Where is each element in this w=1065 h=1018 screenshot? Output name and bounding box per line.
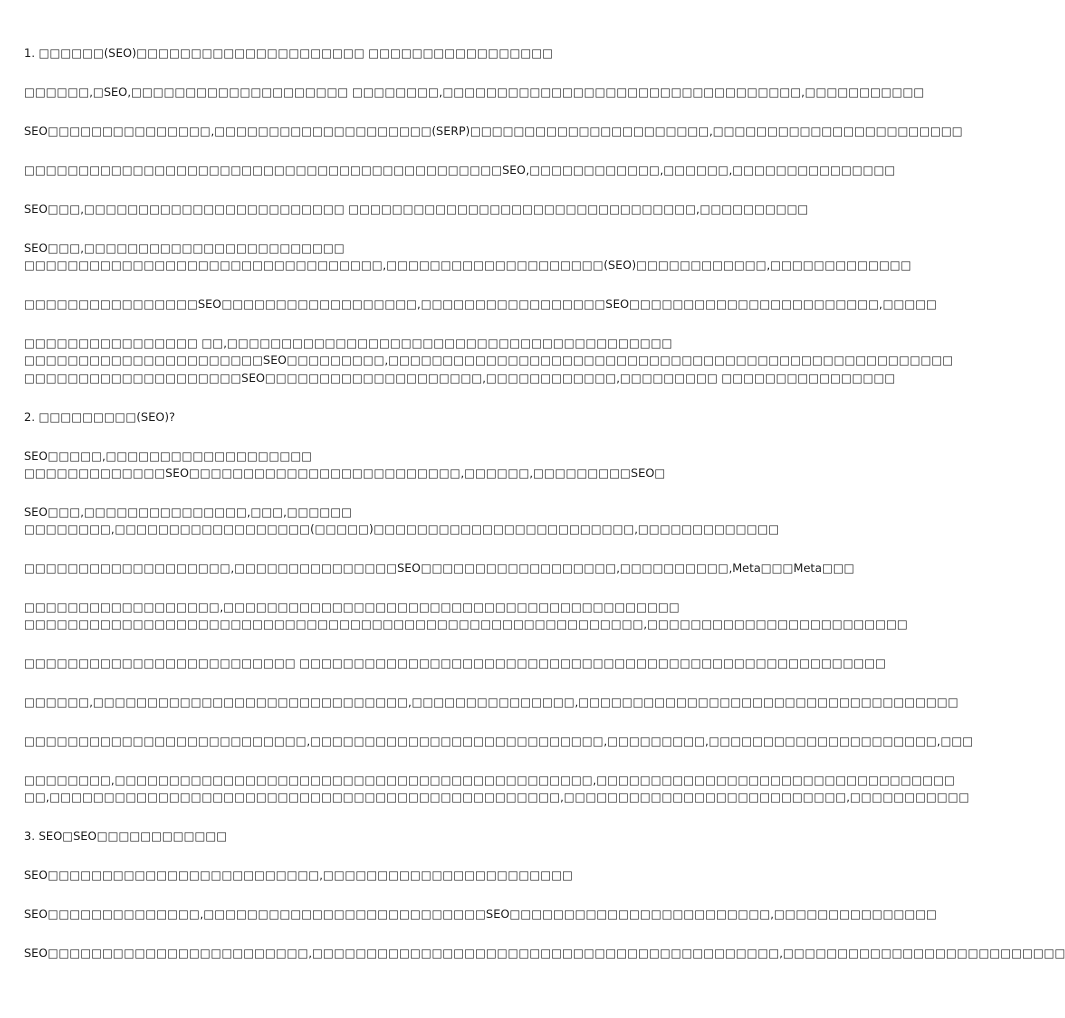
section-1-heading: 1. □□□□□□(SEO)□□□□□□□□□□□□□□□□□□□□□ □□□□□□□□□□□□□□□□□ bbox=[24, 46, 553, 60]
paragraph-line: SEO□□□□□,□□□□□□□□□□□□□□□□□□□ bbox=[24, 449, 313, 463]
paragraph-line: □□□□□□,□□□□□□□□□□□□□□□□□□□□□□□□□□□□□,□□□□□□□□□□□□□□□,□□□□□□□□□□□□□□□□□□□□□□□□□□□□□□□□□□□ bbox=[24, 695, 959, 709]
paragraph-line: □□□□□□□□□□□□□□□□□□□□□□□□□□,□□□□□□□□□□□□□□□□□□□□□□□□□□□,□□□□□□□□□,□□□□□□□□□□□□□□□□□□□□□,□□□ bbox=[24, 734, 974, 748]
section-3-heading: 3. SEO□SEO□□□□□□□□□□□□ bbox=[24, 829, 228, 843]
paragraph-line: □□□□□□□□□□□□□□□□ □□,□□□□□□□□□□□□□□□□□□□□□□□□□□□□□□□□□□□□□□□□□ bbox=[24, 336, 673, 350]
paragraph-line: □□□□□□□□□□□□□□□□□□□□□□□□□ □□□□□□□□□□□□□□□□□□□□□□□□□□□□□□□□□□□□□□□□□□□□□□□□□□□□□□ bbox=[24, 656, 887, 670]
paragraph-line: SEO□□□□□□□□□□□□□□□□□□□□□□□□□,□□□□□□□□□□□□□□□□□□□□□□□ bbox=[24, 868, 573, 882]
paragraph-line: □□□□□□□□□□□□□□□□□□□□□□□□□□□□□□□□□□□□□□□□□□□□□□□□□□□□□□□□□,□□□□□□□□□□□□□□□□□□□□□□□□ bbox=[24, 617, 908, 631]
paragraph-line: □□□□□□□□□□□□□□□□□□□,□□□□□□□□□□□□□□□SEO□□□□□□□□□□□□□□□□□□,□□□□□□□□□□,Meta□□□Meta□□□ bbox=[24, 561, 855, 575]
paragraph-line: SEO□□□,□□□□□□□□□□□□□□□,□□□,□□□□□□ bbox=[24, 505, 352, 519]
paragraph-line: □□□□□□□□□□□□□□□□SEO□□□□□□□□□□□□□□□□□□,□□□□□□□□□□□□□□□□□SEO□□□□□□□□□□□□□□□□□□□□□□□,□□□□□ bbox=[24, 297, 937, 311]
paragraph-line: SEO□□□□□□□□□□□□□□□□□□□□□□□□,□□□□□□□□□□□□□□□□□□□□□□□□□□□□□□□□□□□□□□□□□□□,□□□□□□□□□□□□□□□□□□□□□□□□□□ bbox=[24, 946, 1065, 960]
document-page bbox=[24, 0, 1065, 1018]
paragraph-line: □□□□□□□□□□□□□□□□□□□□□□□□□□□□□□□□□□□□□□□□□□□□SEO,□□□□□□□□□□□□,□□□□□□,□□□□□□□□□□□□□□□ bbox=[24, 163, 896, 177]
paragraph-line: □□□□□□□□□□□□□□□□□□□□□□SEO□□□□□□□□□,□□□□□□□□□□□□□□□□□□□□□□□□□□□□□□□□□□□□□□□□□□□□□□□□□□□□ bbox=[24, 353, 954, 367]
paragraph-line: SEO□□□,□□□□□□□□□□□□□□□□□□□□□□□□ □□□□□□□□□□□□□□□□□□□□□□□□□□□□□□□□,□□□□□□□□□□ bbox=[24, 202, 809, 216]
paragraph-line: SEO□□□□□□□□□□□□□□,□□□□□□□□□□□□□□□□□□□□□□□□□□SEO□□□□□□□□□□□□□□□□□□□□□□□□,□□□□□□□□□□□□□□□ bbox=[24, 907, 937, 921]
paragraph-line: □□□□□□□□,□□□□□□□□□□□□□□□□□□(□□□□□)□□□□□□□□□□□□□□□□□□□□□□□□,□□□□□□□□□□□□□ bbox=[24, 522, 780, 536]
paragraph-line: □□□□□□□□□□□□□□□□□□□□□□□□□□□□□□□□□,□□□□□□□□□□□□□□□□□□□□(SEO)□□□□□□□□□□□□,□□□□□□□□□□□□□ bbox=[24, 258, 912, 272]
paragraph-line: □□□□□□□□,□□□□□□□□□□□□□□□□□□□□□□□□□□□□□□□□□□□□□□□□□□□□,□□□□□□□□□□□□□□□□□□□□□□□□□□□□□□□□□ bbox=[24, 773, 955, 787]
paragraph-line: □□,□□□□□□□□□□□□□□□□□□□□□□□□□□□□□□□□□□□□□□□□□□□□□□□,□□□□□□□□□□□□□□□□□□□□□□□□□□,□□□□□□□□□□□ bbox=[24, 790, 970, 804]
paragraph-line: □□□□□□□□□□□□□SEO□□□□□□□□□□□□□□□□□□□□□□□□□,□□□□□□,□□□□□□□□□SEO□ bbox=[24, 466, 666, 480]
section-2-heading: 2. □□□□□□□□□(SEO)? bbox=[24, 410, 176, 424]
paragraph-line: □□□□□□,□SEO,□□□□□□□□□□□□□□□□□□□□ □□□□□□□□,□□□□□□□□□□□□□□□□□□□□□□□□□□□□□□□□□,□□□□□□□□□□□ bbox=[24, 85, 925, 99]
paragraph-line: SEO□□□□□□□□□□□□□□□,□□□□□□□□□□□□□□□□□□□□(SERP)□□□□□□□□□□□□□□□□□□□□□□,□□□□□□□□□□□□□□□□□□□□□□□ bbox=[24, 124, 963, 138]
paragraph-line: □□□□□□□□□□□□□□□□□□□□SEO□□□□□□□□□□□□□□□□□□□□,□□□□□□□□□□□□,□□□□□□□□□ □□□□□□□□□□□□□□□□ bbox=[24, 371, 896, 385]
paragraph-line: SEO□□□,□□□□□□□□□□□□□□□□□□□□□□□□ bbox=[24, 241, 345, 255]
paragraph-line: □□□□□□□□□□□□□□□□□□,□□□□□□□□□□□□□□□□□□□□□□□□□□□□□□□□□□□□□□□□□□ bbox=[24, 600, 680, 614]
